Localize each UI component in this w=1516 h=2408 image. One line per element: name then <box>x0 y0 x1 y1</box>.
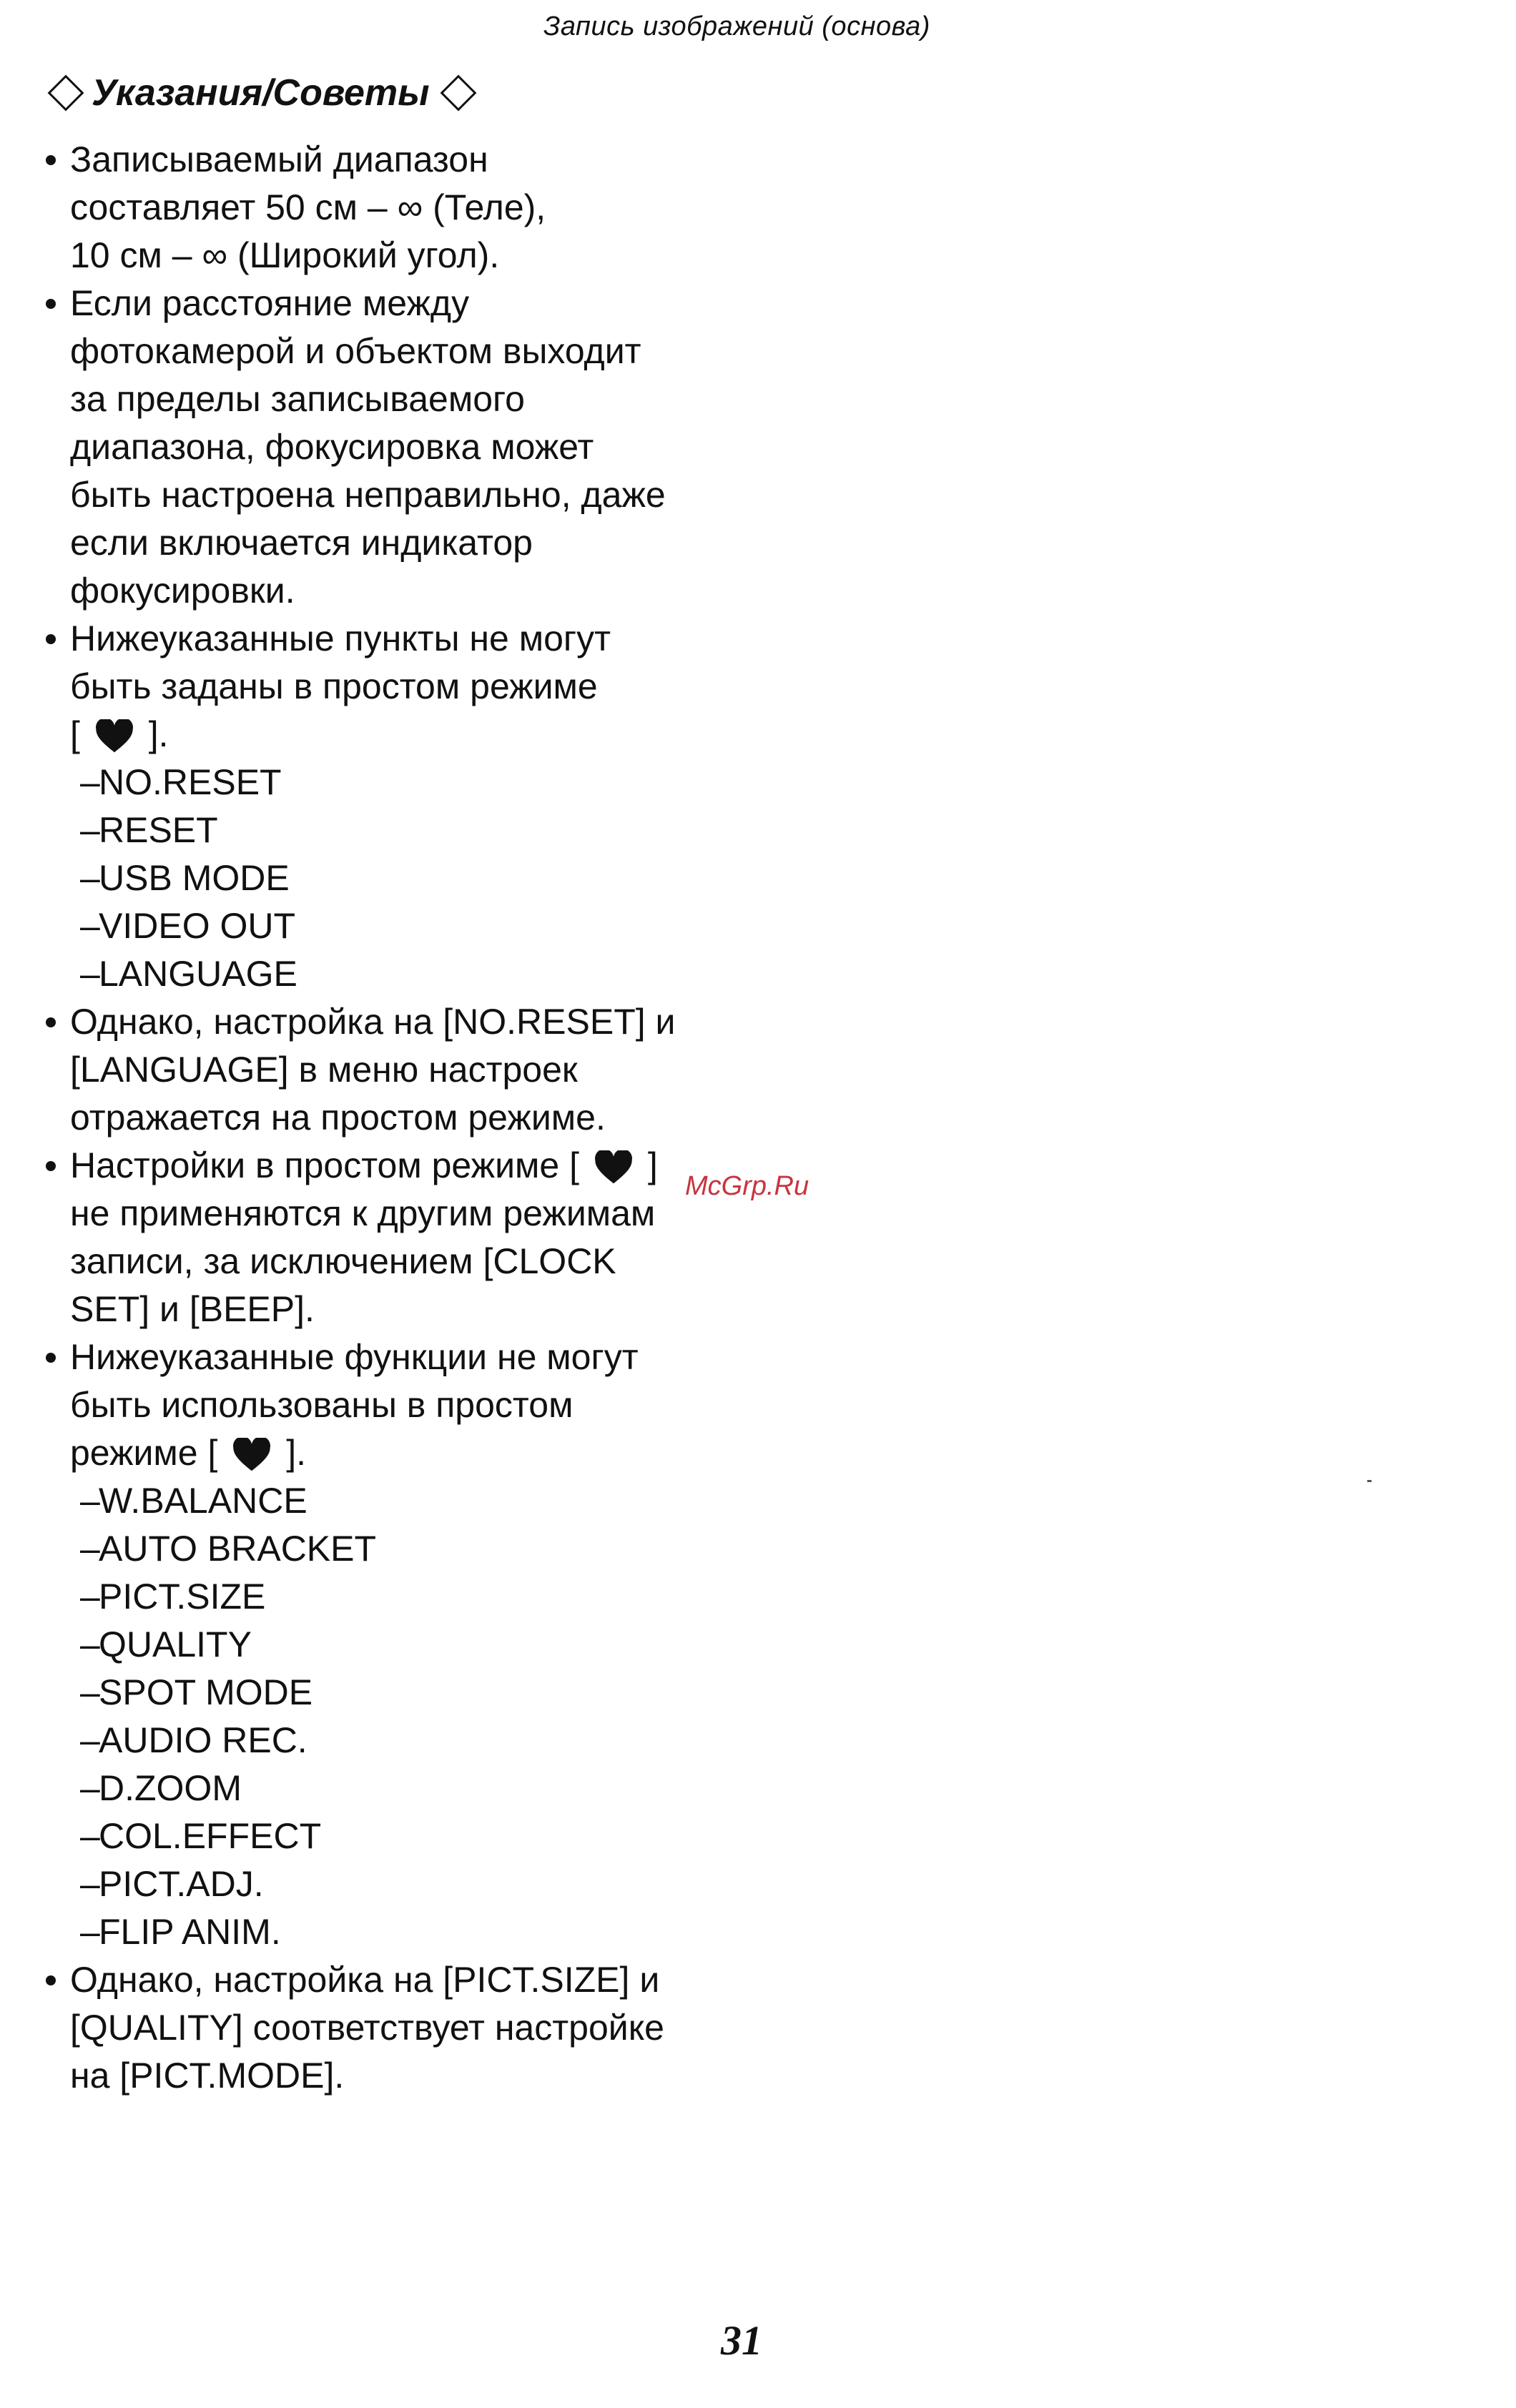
sub-list-item: –USB MODE <box>80 858 290 898</box>
text-line: записи, за исключением [CLOCK <box>70 1241 616 1281</box>
sub-list-item: –W.BALANCE <box>80 1481 307 1521</box>
mode-label: режиме [ <box>70 1433 218 1473</box>
list-item <box>44 280 731 615</box>
text-line: на [PICT.MODE]. <box>70 2056 345 2096</box>
sub-list-item: –RESET <box>80 810 218 850</box>
text-line: составляет 50 см – ∞ (Теле), <box>70 187 546 227</box>
section-title-text: Указания/Советы <box>92 72 430 114</box>
list-item <box>44 998 731 1142</box>
text-line: Однако, настройка на [PICT.SIZE] и <box>70 1960 660 2000</box>
diamond-right-icon <box>440 75 476 112</box>
section-title <box>44 71 477 114</box>
heart-icon <box>94 719 134 754</box>
sub-list-item: –COL.EFFECT <box>80 1816 322 1856</box>
sub-list-item: –PICT.ADJ. <box>80 1864 264 1904</box>
bracket-open: [ <box>70 714 80 754</box>
text-line: фокусировки. <box>70 571 295 611</box>
text-line <box>70 1142 731 1190</box>
sub-list-item: –AUTO BRACKET <box>80 1529 377 1569</box>
sub-list-item: –QUALITY <box>80 1624 252 1664</box>
sub-list-item: –LANGUAGE <box>80 954 297 994</box>
bracket-close: ]. <box>286 1433 307 1473</box>
text-line: [LANGUAGE] в меню настроек <box>70 1050 578 1090</box>
running-head: Запись изображений (основа) <box>543 11 930 41</box>
page-number: 31 <box>721 2317 762 2364</box>
list-item <box>44 1142 731 1333</box>
text-line: не применяются к другим режимам <box>70 1193 656 1233</box>
text-line: Записываемый диапазон <box>70 139 488 179</box>
list-item <box>44 136 731 280</box>
heart-icon <box>232 1438 272 1472</box>
line-start: Настройки в простом режиме [ <box>70 1145 580 1185</box>
text-line: Однако, настройка на [NO.RESET] и <box>70 1002 676 1042</box>
text-line: отражается на простом режиме. <box>70 1097 606 1138</box>
text-line: фотокамерой и объектом выходит <box>70 331 641 371</box>
list-item <box>44 615 731 998</box>
tips-list <box>44 136 731 2100</box>
sub-list-item: –SPOT MODE <box>80 1672 313 1712</box>
sub-list-item: –FLIP ANIM. <box>80 1912 281 1952</box>
sub-list <box>70 1477 731 1956</box>
scan-speck <box>1367 1480 1372 1482</box>
watermark: McGrp.Ru <box>685 1171 809 1201</box>
text-line: 10 см – ∞ (Широкий угол). <box>70 235 500 275</box>
list-item <box>44 1333 731 1956</box>
text-line: диапазона, фокусировка может <box>70 427 594 467</box>
text-line <box>70 711 731 759</box>
text-line: Нижеуказанные функции не могут <box>70 1337 639 1377</box>
bracket-close: ]. <box>148 714 169 754</box>
text-line <box>70 1429 731 1477</box>
line-end: ] <box>647 1145 658 1185</box>
text-line: Нижеуказанные пункты не могут <box>70 618 611 658</box>
text-line: быть заданы в простом режиме <box>70 666 598 706</box>
text-line: Если расстояние между <box>70 283 470 323</box>
text-line: SET] и [BEEP]. <box>70 1289 315 1329</box>
text-line: за пределы записываемого <box>70 379 525 419</box>
text-line: быть использованы в простом <box>70 1385 574 1425</box>
sub-list-item: –PICT.SIZE <box>80 1576 266 1617</box>
sub-list-item: –AUDIO REC. <box>80 1720 307 1760</box>
text-line: если включается индикатор <box>70 523 533 563</box>
text-line: быть настроена неправильно, даже <box>70 475 666 515</box>
list-item <box>44 1956 731 2100</box>
sub-list-item: –D.ZOOM <box>80 1768 242 1808</box>
text-line: [QUALITY] соответствует настройке <box>70 2008 664 2048</box>
sub-list <box>70 759 731 998</box>
sub-list-item: –VIDEO OUT <box>80 906 296 946</box>
heart-icon <box>594 1150 634 1185</box>
sub-list-item: –NO.RESET <box>80 762 282 802</box>
diamond-left-icon <box>48 75 84 112</box>
